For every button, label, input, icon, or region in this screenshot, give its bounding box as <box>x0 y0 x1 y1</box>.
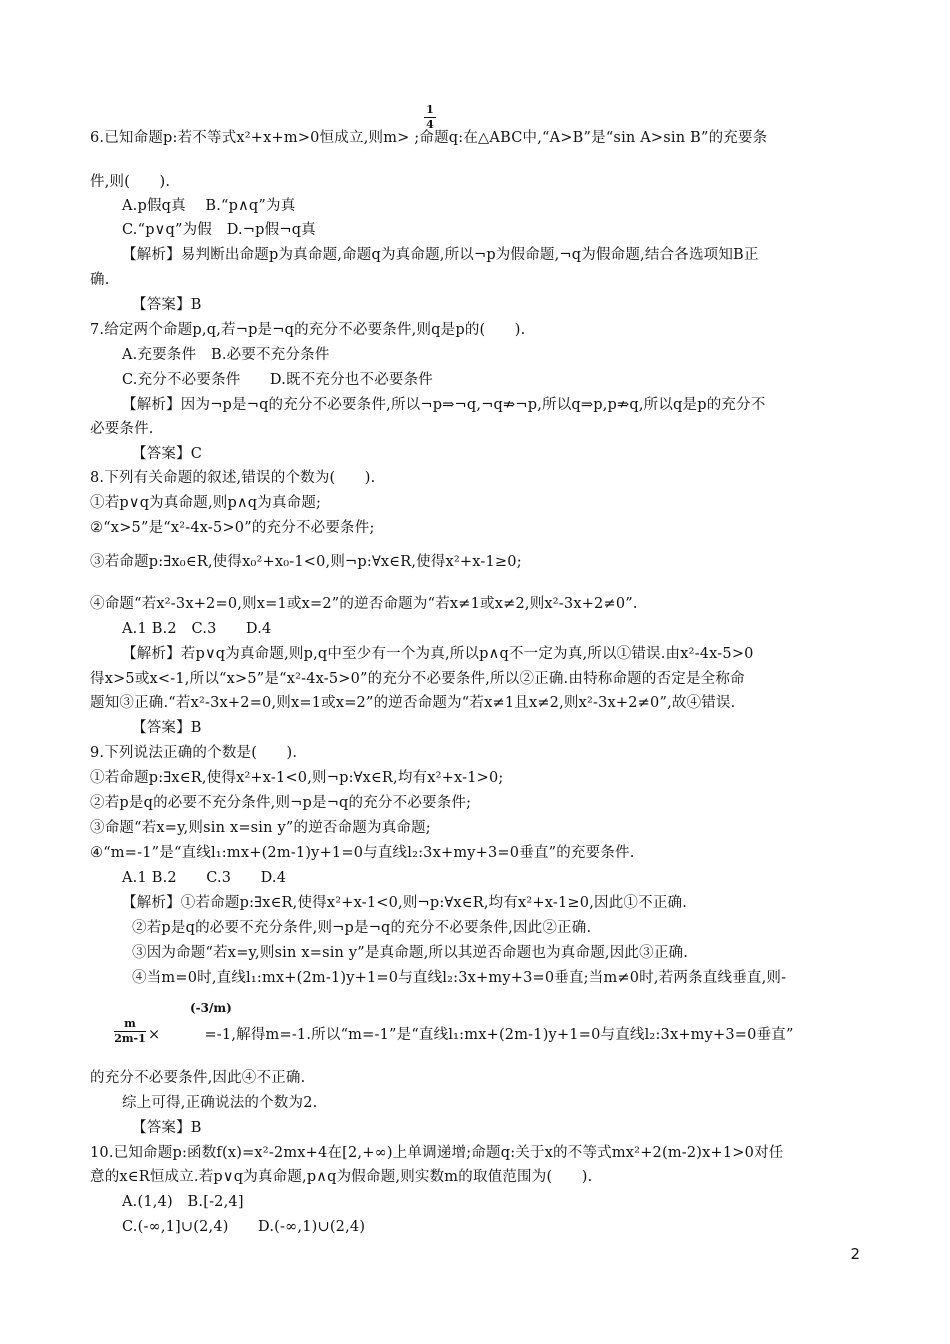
q10-option-cd: C.(-∞,1]∪(2,4) D.(-∞,1)∪(2,4) <box>122 1219 366 1235</box>
q7-answer: 【答案】C <box>132 446 203 462</box>
q9-item-1: ①若命题p:∃x∈R,使得x²+x-1<0,则¬p:∀x∈R,均有x²+x-1>0; <box>90 770 504 786</box>
q9-item-4: ④“m=-1”是“直线l₁:mx+(2m-1)y+1=0与直线l₂:3x+my+3=0垂直”的充要条件. <box>90 845 635 861</box>
q9-analysis-6: 的充分不必要条件,因此④不正确. <box>90 1070 306 1086</box>
q7-analysis-line-1: 【解析】因为¬p是¬q的充分不必要条件,所以¬p⇒¬q,¬q⇏¬p,所以q⇒p,p⇏q,所以q是p的充分不 <box>122 397 766 413</box>
q9-fraction-1-den: 2m-1 <box>114 1032 146 1045</box>
q9-fraction-1-num: m <box>124 1017 136 1030</box>
q6-fraction-den: 4 <box>426 118 434 131</box>
q6-fraction <box>424 104 436 131</box>
q9-summary: 综上可得,正确说法的个数为2. <box>122 1095 318 1111</box>
q7-stem: 7.给定两个命题p,q,若¬p是¬q的充分不必要条件,则q是p的( ). <box>90 322 526 338</box>
q7-analysis-line-2: 必要条件. <box>90 421 154 437</box>
q6-analysis-line-1: 【解析】易判断出命题p为真命题,命题q为真命题,所以¬p为假命题,¬q为假命题,结合各选项知B正 <box>122 247 759 263</box>
q8-analysis-line-1: 【解析】若p∨q为真命题,则p,q中至少有一个为真,所以p∧q不一定为真,所以①错误.由x²-4x-5>0 <box>122 646 754 662</box>
q6-stem-line-2: 件,则( ). <box>90 174 171 190</box>
q7-option-cd: C.充分不必要条件 D.既不充分也不必要条件 <box>122 372 434 388</box>
q6-answer: 【答案】B <box>132 297 202 313</box>
q6-stem-line-1: 6.已知命题p:若不等式x²+x+m>0恒成立,则m> ;命题q:在△ABC中,“A>B”是“sin A>sin B”的充要条 <box>90 130 768 146</box>
q9-fraction-2: (-3/m) <box>190 1001 232 1015</box>
q9-options: A.1 B.2 C.3 D.4 <box>122 870 287 886</box>
q8-analysis-line-3: 题知③正确.“若x²-3x+2=0,则x=1或x=2”的逆否命题为“若x≠1且x≠2,则x²-3x+2≠0”,故④错误. <box>90 695 736 711</box>
q9-analysis-4: ④当m=0时,直线l₁:mx+(2m-1)y+1=0与直线l₂:3x+my+3=0垂直;当m≠0时,若两条直线垂直,则- <box>132 970 787 986</box>
q9-item-2: ②若p是q的必要不充分条件,则¬p是¬q的充分不必要条件; <box>90 795 472 811</box>
q8-answer: 【答案】B <box>132 720 202 736</box>
q6-fraction-num: 1 <box>426 103 434 116</box>
q9-analysis-5: × =-1,解得m=-1.所以“m=-1”是“直线l₁:mx+(2m-1)y+1=0与直线l₂:3x+my+3=0垂直” <box>148 1027 794 1043</box>
q9-item-3: ③命题“若x=y,则sin x=sin y”的逆否命题为真命题; <box>90 820 431 836</box>
q10-option-ab: A.(1,4) B.[-2,4] <box>122 1194 244 1210</box>
q8-item-4: ④命题“若x²-3x+2=0,则x=1或x=2”的逆否命题为“若x≠1或x≠2,则x²-3x+2≠0”. <box>90 596 638 612</box>
q8-item-3: ③若命题p:∃x₀∈R,使得x₀²+x₀-1<0,则¬p:∀x∈R,使得x²+x-1≥0; <box>90 554 522 570</box>
q10-stem-line-2: 意的x∈R恒成立.若p∨q为真命题,p∧q为假命题,则实数m的取值范围为( ). <box>90 1169 593 1185</box>
q8-analysis-line-2: 得x>5或x<-1,所以“x>5”是“x²-4x-5>0”的充分不必要条件,所以②正确.由特称命题的否定是全称命 <box>90 671 745 687</box>
q7-option-ab: A.充要条件 B.必要不充分条件 <box>122 347 330 363</box>
q6-option-ab: A.p假q真 B.“p∧q”为真 <box>122 198 296 214</box>
q9-analysis-2: ②若p是q的必要不充分条件,则¬p是¬q的充分不必要条件,因此②正确. <box>132 920 592 936</box>
q8-item-1: ①若p∨q为真命题,则p∧q为真命题; <box>90 495 322 511</box>
q9-stem: 9.下列说法正确的个数是( ). <box>90 745 298 761</box>
q8-item-2: ②“x>5”是“x²-4x-5>0”的充分不必要条件; <box>90 520 375 536</box>
q10-stem-line-1: 10.已知命题p:函数f(x)=x²-2mx+4在[2,+∞)上单调递增;命题q:关于x的不等式mx²+2(m-2)x+1>0对任 <box>90 1145 784 1161</box>
q9-analysis-3: ③因为命题“若x=y,则sin x=sin y”是真命题,所以其逆否命题也为真命题,因此③正确. <box>132 945 689 961</box>
q9-analysis-1: 【解析】①若命题p:∃x∈R,使得x²+x-1<0,则¬p:∀x∈R,均有x²+x-1≥0,因此①不正确. <box>122 895 688 911</box>
q8-stem: 8.下列有关命题的叙述,错误的个数为( ). <box>90 470 376 486</box>
q9-answer: 【答案】B <box>132 1120 202 1136</box>
page-number: 2 <box>850 1245 860 1263</box>
q6-option-cd: C.“p∨q”为假 D.¬p假¬q真 <box>122 222 316 238</box>
q8-options: A.1 B.2 C.3 D.4 <box>122 621 272 637</box>
q9-fraction-1 <box>114 1018 146 1045</box>
q6-analysis-line-2: 确. <box>90 272 110 288</box>
